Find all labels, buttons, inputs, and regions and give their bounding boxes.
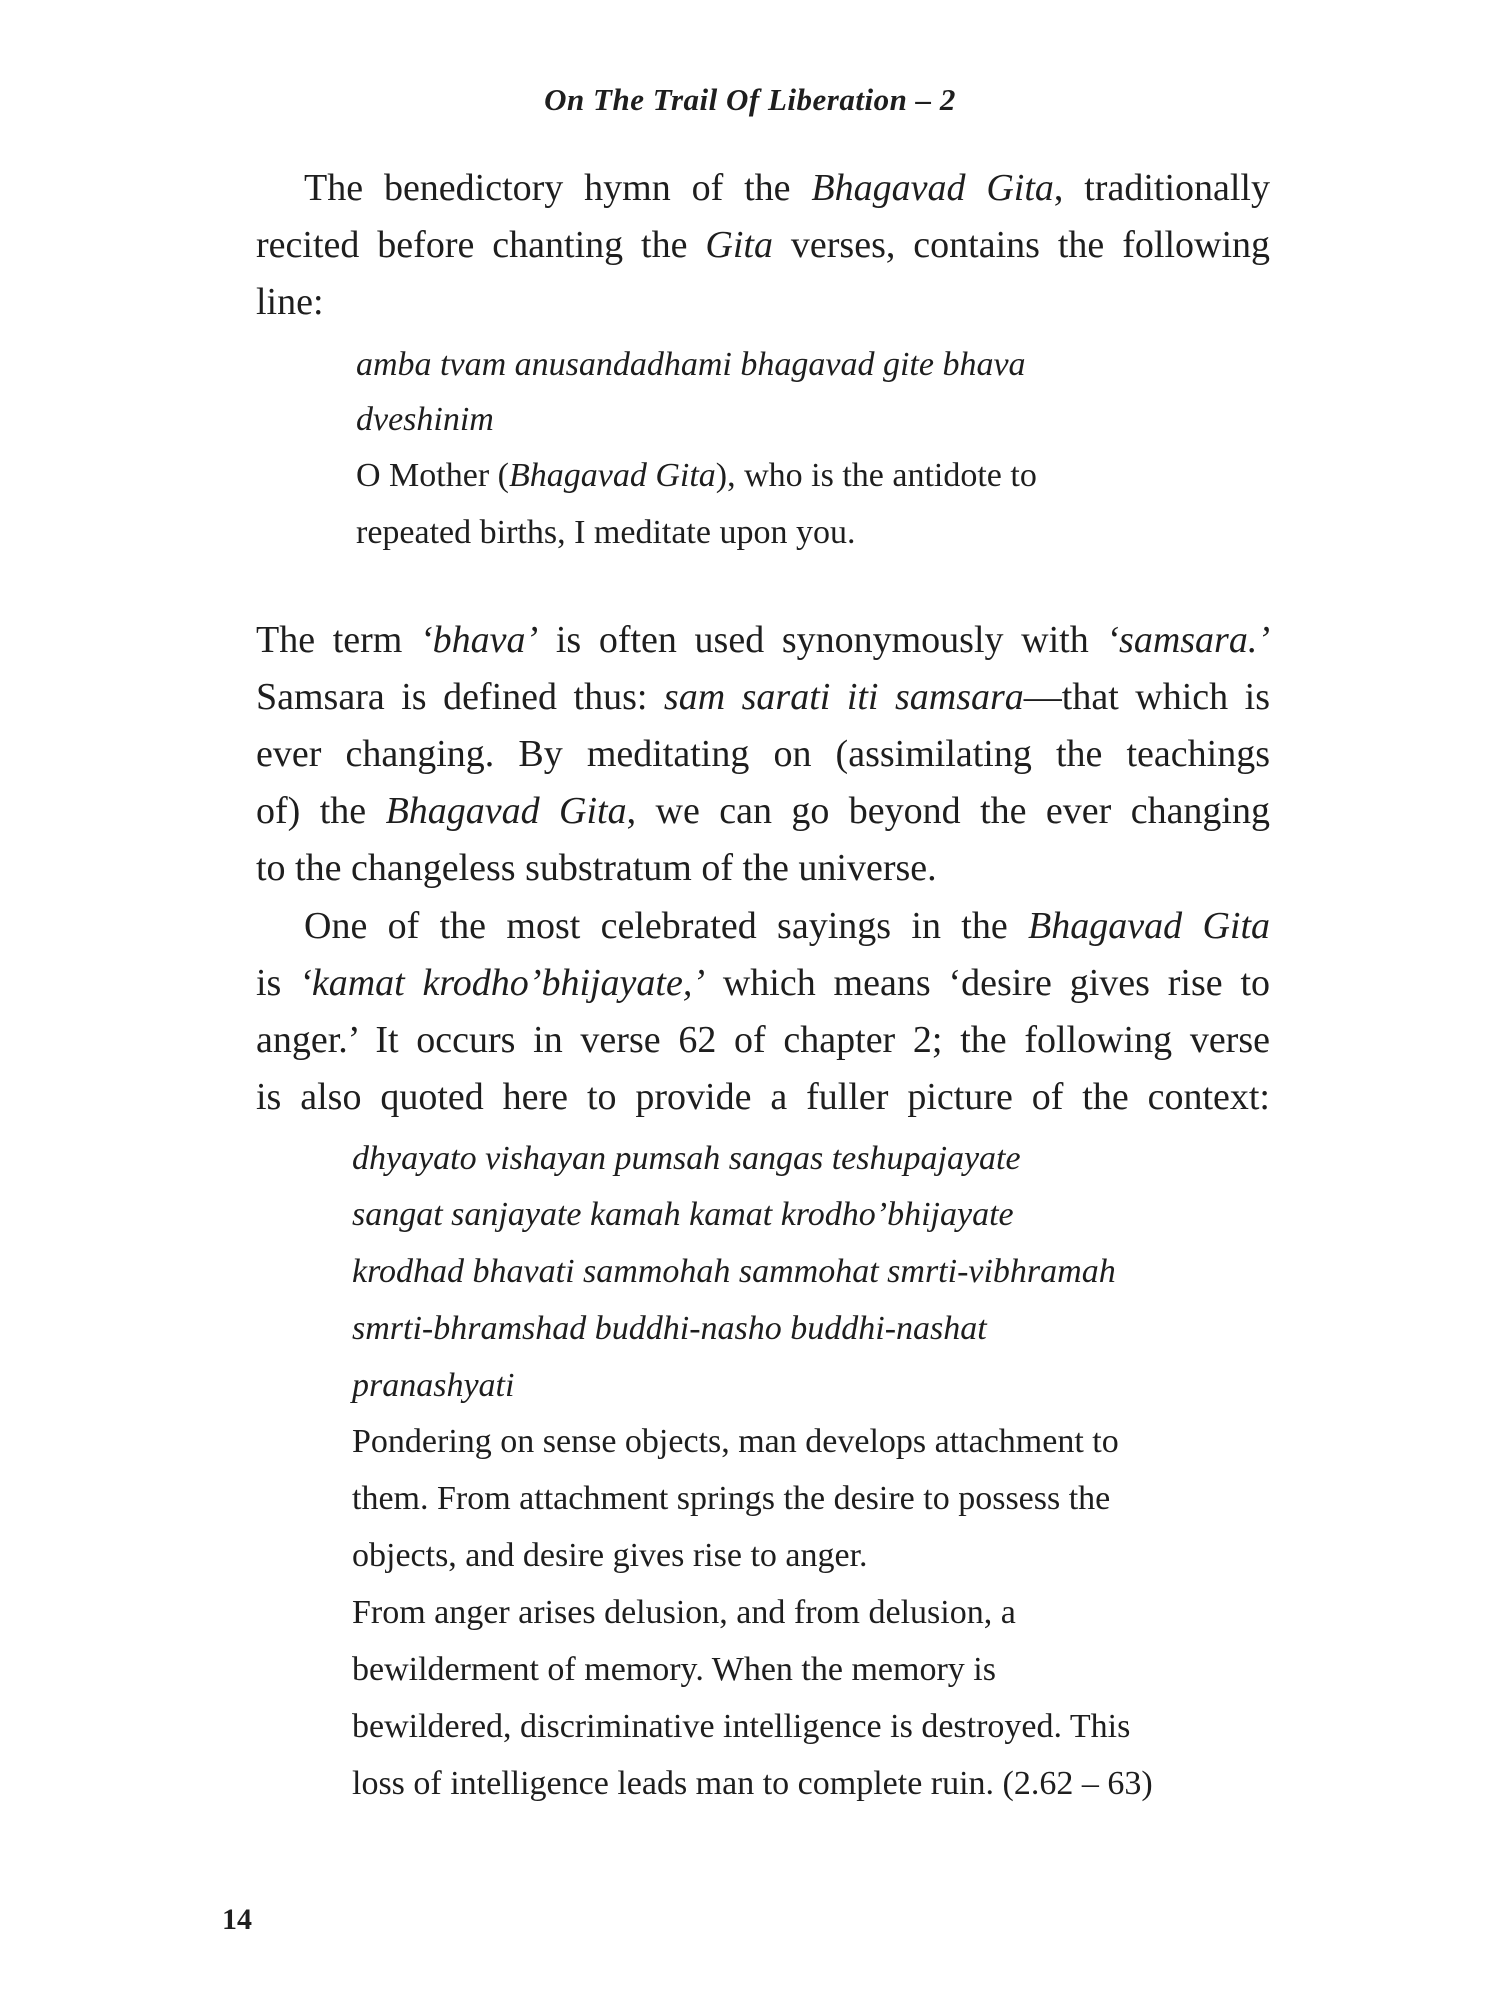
paragraph-line: The benedictory hymn of the Bhagavad Gita, traditionally [304, 167, 1270, 209]
translation-line: From anger arises delusion, and from delusion, a [352, 1594, 1016, 1631]
sanskrit-verse-line: dveshinim [356, 401, 494, 438]
translation-line: objects, and desire gives rise to anger. [352, 1537, 868, 1574]
sanskrit-verse-line: sangat sanjayate kamah kamat krodho’bhijayate [352, 1196, 1014, 1233]
page-number: 14 [222, 1903, 252, 1936]
sanskrit-verse-line: krodhad bhavati sammohah sammohat smrti-vibhramah [352, 1253, 1116, 1290]
translation-line: bewildered, discriminative intelligence is destroyed. This [352, 1708, 1131, 1745]
paragraph-line: line: [256, 281, 324, 323]
paragraph-line: is also quoted here to provide a fuller picture of the context: [256, 1076, 1270, 1118]
paragraph-line: is ‘kamat krodho’bhijayate,’ which means ‘desire gives rise to [256, 962, 1270, 1004]
paragraph-line: anger.’ It occurs in verse 62 of chapter 2; the following verse [256, 1019, 1270, 1061]
running-title: On The Trail Of Liberation – 2 [544, 82, 956, 117]
sanskrit-verse-line: pranashyati [352, 1367, 515, 1404]
translation-line: O Mother (Bhagavad Gita), who is the antidote to [356, 457, 1037, 494]
paragraph-line: The term ‘bhava’ is often used synonymously with ‘samsara.’ [256, 619, 1270, 661]
paragraph-line: Samsara is defined thus: sam sarati iti samsara—that which is [256, 676, 1270, 718]
sanskrit-verse-line: amba tvam anusandadhami bhagavad gite bhava [356, 346, 1026, 383]
paragraph-line: One of the most celebrated sayings in the Bhagavad Gita [304, 905, 1270, 947]
translation-line: repeated births, I meditate upon you. [356, 514, 856, 551]
sanskrit-verse-line: dhyayato vishayan pumsah sangas teshupajayate [352, 1140, 1021, 1177]
paragraph-line: recited before chanting the Gita verses, contains the following [256, 224, 1271, 266]
translation-line: bewilderment of memory. When the memory is [352, 1651, 996, 1688]
translation-line: them. From attachment springs the desire to possess the [352, 1480, 1111, 1517]
sanskrit-verse-line: smrti-bhramshad buddhi-nasho buddhi-nashat [352, 1310, 987, 1347]
paragraph-line: ever changing. By meditating on (assimilating the teachings [256, 733, 1270, 775]
paragraph-line: to the changeless substratum of the universe. [256, 847, 937, 889]
translation-line: loss of intelligence leads man to complete ruin. (2.62 – 63) [352, 1765, 1153, 1802]
paragraph-line: of) the Bhagavad Gita, we can go beyond the ever changing [256, 790, 1270, 832]
translation-line: Pondering on sense objects, man develops attachment to [352, 1423, 1119, 1460]
